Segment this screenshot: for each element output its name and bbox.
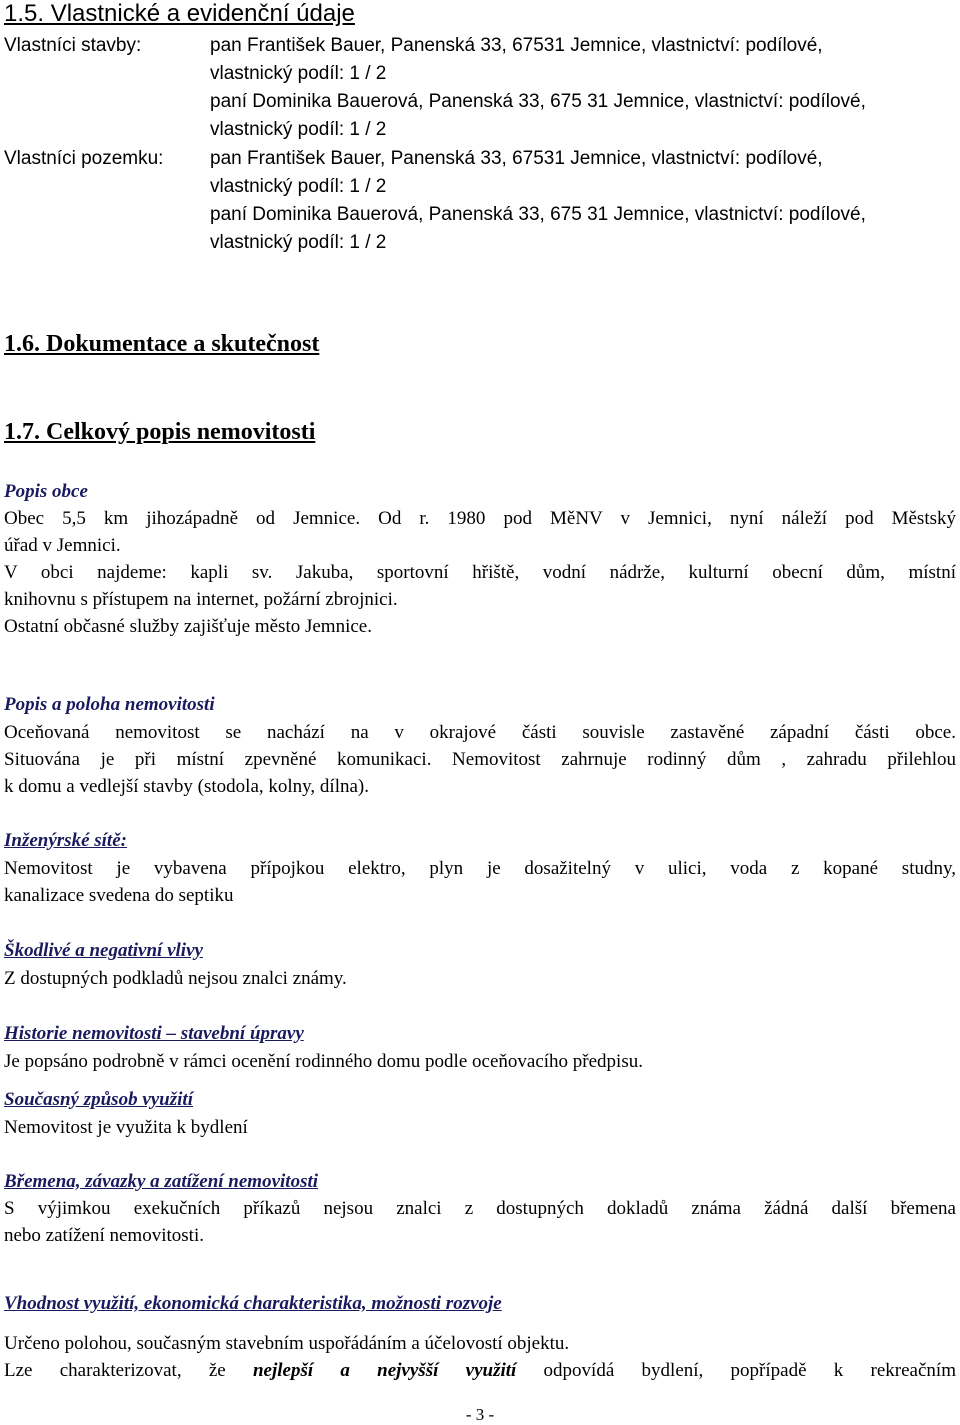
text-line: V obci najdeme: kapli sv. Jakuba, sportovní hřiště, vodní nádrže, kulturní obecní dům, místní [4,562,956,583]
text-line: Z dostupných podkladů nejsou znalci známy. [4,968,347,989]
text-line: Určeno polohou, současným stavebním uspořádáním a účelovostí objektu. [4,1333,570,1354]
paragraph-historie [4,1048,956,1075]
owner-line: vlastnický podíl: 1 / 2 [210,119,387,140]
text-line-emphasis [4,1357,956,1384]
land-owners-label: Vlastníci pozemku: [4,148,164,169]
text-line: k domu a vedlejší stavby (stodola, kolny, dílna). [4,776,369,797]
land-owners-list [210,145,866,257]
owner-line: vlastnický podíl: 1 / 2 [210,63,387,84]
paragraph-skodlive-vlivy [4,965,956,992]
section-heading-1-7: 1.7. Celkový popis nemovitosti [4,419,316,445]
owner-line: paní Dominika Bauerová, Panenská 33, 675 31 Jemnice, vlastnictví: podílové, [210,91,866,112]
text-line: Nemovitost je vybavena přípojkou elektro, plyn je dosažitelný v ulici, voda z kopané studny, [4,858,956,879]
owner-line: paní Dominika Bauerová, Panenská 33, 675 31 Jemnice, vlastnictví: podílové, [210,204,866,225]
paragraph-bremena [4,1195,956,1249]
text-line: Oceňovaná nemovitost se nachází na v okrajové části souvisle zastavěné západní části obce. [4,722,956,743]
subheading-skodlive-vlivy: Škodlivé a negativní vlivy [4,940,203,961]
subheading-vhodnost-vyuziti: Vhodnost využití, ekonomická charakteristika, možnosti rozvoje [4,1293,502,1314]
text-line: Obec 5,5 km jihozápadně od Jemnice. Od r. 1980 pod MěNV v Jemnici, nyní náleží pod Městský [4,508,956,529]
text-line: Nemovitost je využita k bydlení [4,1117,248,1138]
section-heading-1-5 [4,0,355,28]
paragraph-popis-a-poloha [4,719,956,800]
subheading-popis-obce: Popis obce [4,481,88,502]
subheading-soucasne-vyuziti: Současný způsob využití [4,1089,193,1110]
owner-line: pan František Bauer, Panenská 33, 67531 Jemnice, vlastnictví: podílové, [210,148,823,169]
text-line: knihovnu s přístupem na internet, požární zbrojnici. [4,589,398,610]
page-number: - 3 - [465,1405,495,1424]
text-fragment: odpovídá bydlení, popřípadě k rekreačním [516,1360,956,1381]
subheading-popis-a-poloha: Popis a poloha nemovitosti [4,694,215,715]
building-owners-label: Vlastníci stavby: [4,35,142,56]
emphasis-text: nejlepší a nejvyšší využití [252,1360,517,1381]
owner-line: pan František Bauer, Panenská 33, 67531 Jemnice, vlastnictví: podílové, [210,35,823,56]
owner-line: vlastnický podíl: 1 / 2 [210,232,387,253]
text-line: Situována je při místní zpevněné komunikaci. Nemovitost zahrnuje rodinný dům , zahradu přilehlou [4,749,956,770]
section-title: 1.5. Vlastnické a evidenční údaje [4,0,355,27]
paragraph-inzenyrske-site [4,855,956,909]
text-line: Ostatní občasné služby zajišťuje město Jemnice. [4,616,372,637]
paragraph-popis-obce [4,505,956,640]
subheading-inzenyrske-site: Inženýrské sítě: [4,830,127,851]
owner-line: vlastnický podíl: 1 / 2 [210,176,387,197]
text-line: nebo zatížení nemovitosti. [4,1225,204,1246]
section-heading-1-6: 1.6. Dokumentace a skutečnost [4,331,320,357]
building-owners-list [210,32,866,144]
text-line: S výjimkou exekučních příkazů nejsou znalci z dostupných dokladů známa žádná další břemena [4,1198,956,1219]
paragraph-vhodnost-vyuziti [4,1330,956,1384]
text-line: kanalizace svedena do septiku [4,885,234,906]
text-fragment: Lze charakterizovat, že [4,1360,253,1381]
paragraph-soucasne-vyuziti [4,1114,956,1141]
subheading-bremena: Břemena, závazky a zatížení nemovitosti [4,1171,319,1192]
subheading-historie: Historie nemovitosti – stavební úpravy [4,1023,304,1044]
text-line: Je popsáno podrobně v rámci ocenění rodinného domu podle oceňovacího předpisu. [4,1051,643,1072]
text-line: úřad v Jemnici. [4,535,121,556]
